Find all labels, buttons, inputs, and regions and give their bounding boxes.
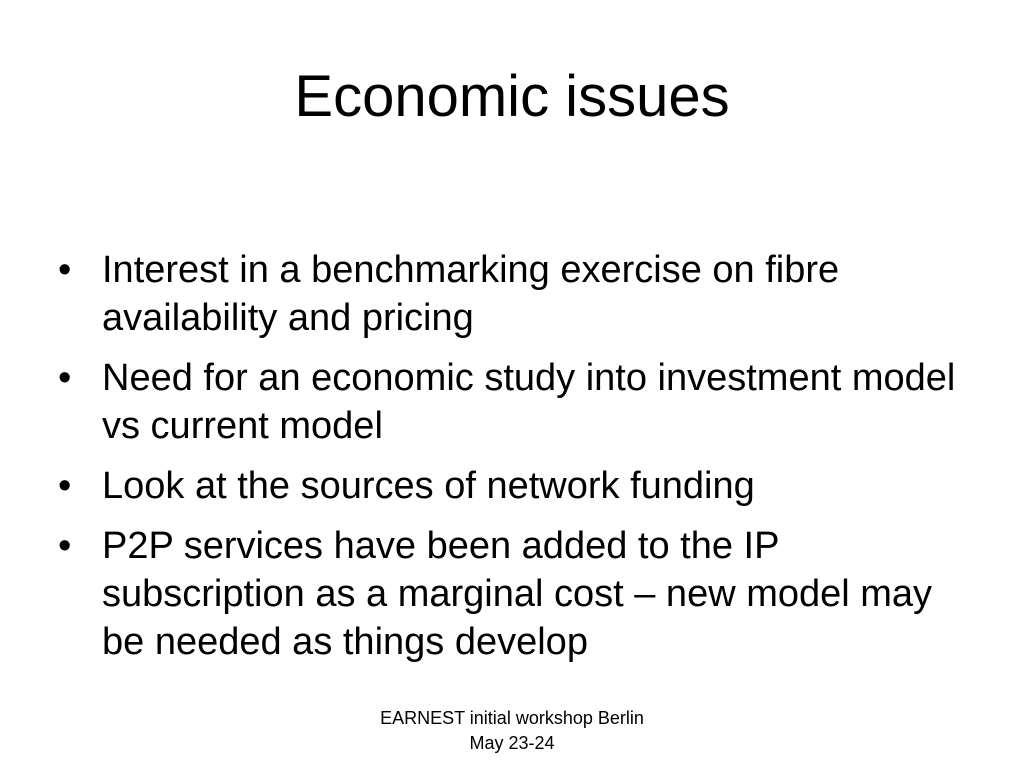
bullet-text: Need for an economic study into investment model vs current model [102,357,956,447]
bullet-text: P2P services have been added to the IP subscription as a marginal cost – new model may be needed as things develop [102,525,933,663]
bullet-icon: • [58,525,72,567]
bullet-text: Look at the sources of network funding [102,465,755,507]
bullet-icon: • [58,357,72,399]
bullet-list [58,246,958,678]
bullet-item [58,462,958,510]
footer-line-1: EARNEST initial workshop Berlin [380,708,644,728]
bullet-item [58,246,958,342]
bullet-item [58,522,958,666]
footer-line-2: May 23-24 [469,733,555,753]
slide-title: Economic issues [294,64,730,129]
slide-footer [312,706,712,756]
bullet-icon: • [58,465,72,507]
bullet-item [58,354,958,450]
bullet-icon: • [58,249,72,291]
bullet-text: Interest in a benchmarking exercise on fibre availability and pricing [102,249,840,339]
